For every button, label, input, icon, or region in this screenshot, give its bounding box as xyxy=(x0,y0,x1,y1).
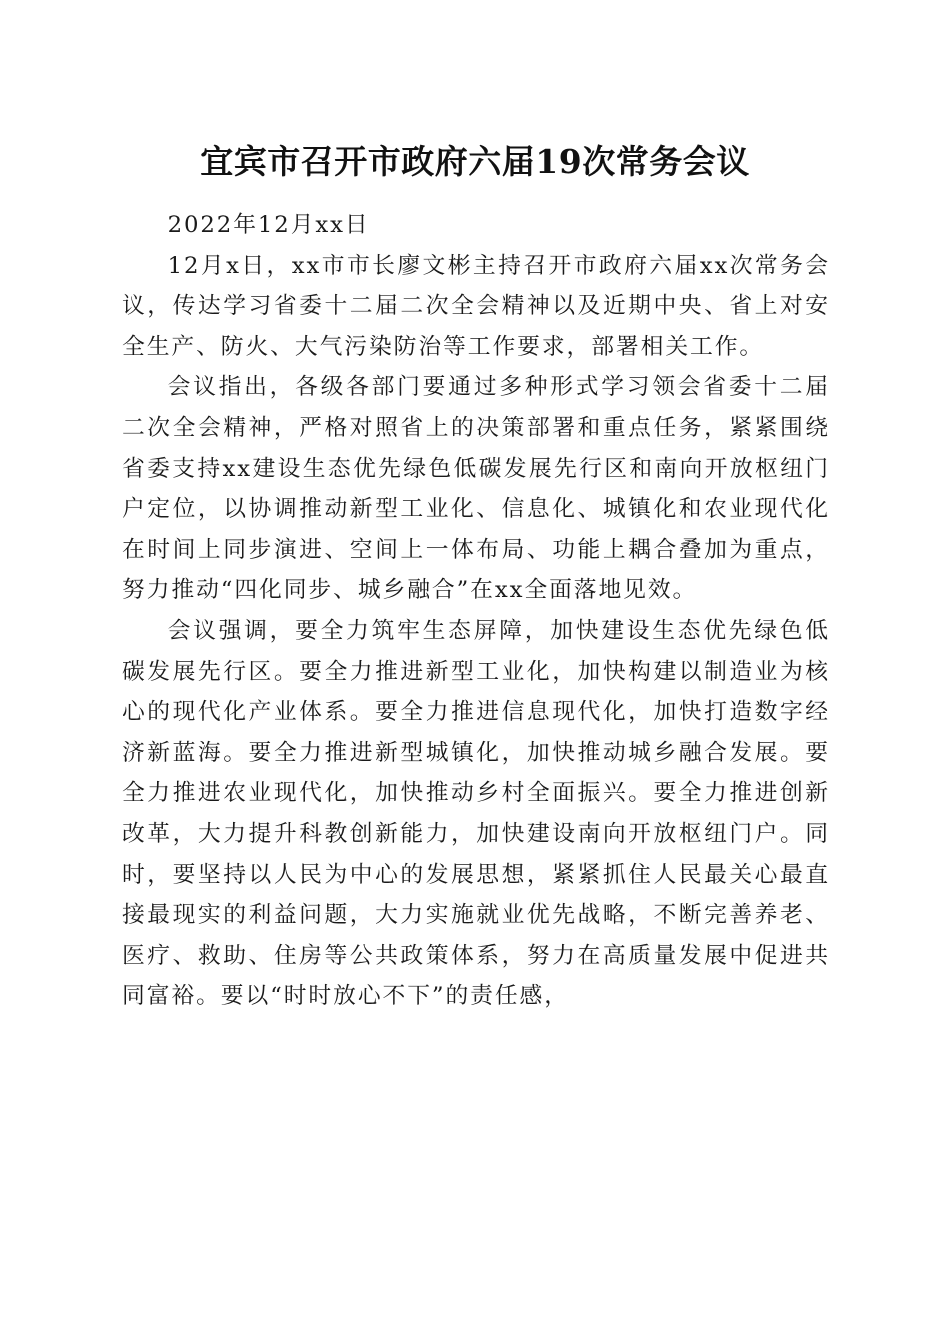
paragraph-2: 会议指出，各级各部门要通过多种形式学习领会省委十二届二次全会精神，严格对照省上的决策部署和重点任务，紧紧围绕省委支持xx建设生态优先绿色低碳发展先行区和南向开放枢纽门户定位，以协调推动新型工业化、信息化、城镇化和农业现代化在时间上同步演进、空间上一体布局、功能上耦合叠加为重点，努力推动“四化同步、城乡融合”在xx全面落地见效。 xyxy=(122,374,830,604)
paragraph-1: 12月x日，xx市市长廖文彬主持召开市政府六届xx次常务会议，传达学习省委十二届二次全会精神以及近期中央、省上对安全生产、防火、大气污染防治等工作要求，部署相关工作。 xyxy=(122,252,830,360)
document-body xyxy=(122,205,830,1017)
document-title: 宜宾市召开市政府六届19次常务会议 xyxy=(200,142,750,181)
paragraph-3: 会议强调，要全力筑牢生态屏障，加快建设生态优先绿色低碳发展先行区。要全力推进新型工业化，加快构建以制造业为核心的现代化产业体系。要全力推进信息现代化，加快打造数字经济新蓝海。要全力推进新型城镇化，加快推动城乡融合发展。要全力推进农业现代化，加快推动乡村全面振兴。要全力推进创新改革，大力提升科教创新能力，加快建设南向开放枢纽门户。同时，要坚持以人民为中心的发展思想，紧紧抓住人民最关心最直接最现实的利益问题，大力实施就业优先战略，不断完善养老、医疗、救助、住房等公共政策体系，努力在高质量发展中促进共同富裕。要以“时时放心不下”的责任感， xyxy=(122,617,830,1010)
document-date: 2022年12月xx日 xyxy=(167,212,370,238)
